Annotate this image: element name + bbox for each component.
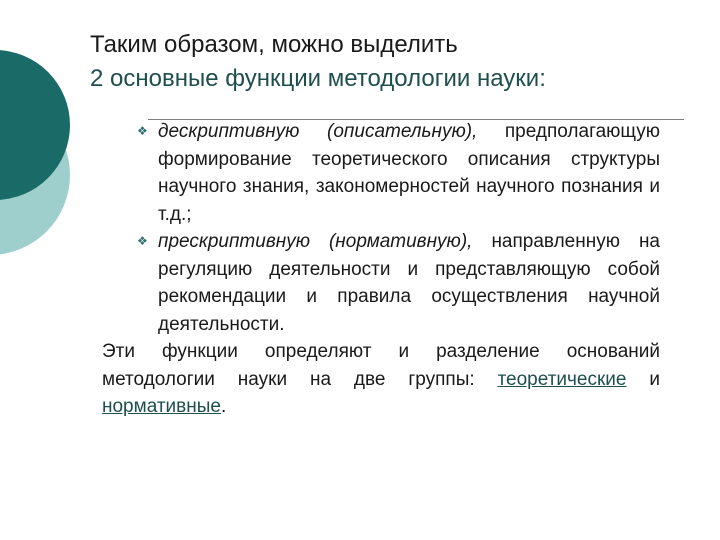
bullet-descriptive xyxy=(0,118,720,228)
bullet-text: направленную на регуляцию деятельности и представляющую собой рекомендации и правила осуществления научной деятельности. xyxy=(158,231,661,335)
link-theoretical[interactable]: теоретические xyxy=(497,368,627,390)
summary-conj: и xyxy=(649,368,660,390)
link-normative[interactable]: нормативные xyxy=(102,396,221,417)
summary-end: . xyxy=(220,396,227,417)
title-line-2: 2 основные функции методологии науки: xyxy=(90,65,546,92)
bullet-prescriptive xyxy=(0,228,720,338)
bullet-term: прескриптивную xyxy=(158,231,310,252)
bullet-paren: (нормативную), xyxy=(328,231,473,252)
bullet-term: дескриптивную xyxy=(158,121,300,142)
title-line-1: Таким образом, можно выделить xyxy=(90,31,458,58)
bullet-paragraph xyxy=(158,228,660,338)
bullet-paragraph xyxy=(158,118,660,228)
checkmark-diamond-icon: ❖ xyxy=(137,124,148,138)
summary-text: Эти функции определяют и разделение оснований методологии науки на две группы: xyxy=(102,341,660,390)
bullet-text: предполагающую формирование теоретического описания структуры научного знания, закономерностей научного познания и т.д.; xyxy=(158,121,660,225)
checkmark-diamond-icon: ❖ xyxy=(137,234,148,248)
bullet-paren: (описательную), xyxy=(327,121,478,142)
slide-title xyxy=(90,28,690,96)
body-content xyxy=(0,118,720,421)
summary-paragraph xyxy=(102,338,660,421)
